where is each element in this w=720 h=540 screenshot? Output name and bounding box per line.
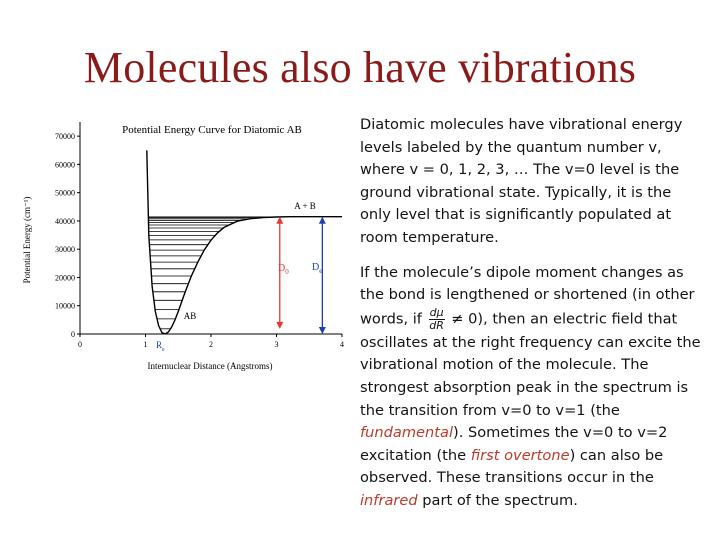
y-tick-label: 40000 [55, 216, 75, 226]
well-label: AB [183, 311, 197, 321]
x-tick-label: 4 [340, 340, 344, 349]
paragraph-vibrational-levels: Diatomic molecules have vibrational energy levels labeled by the quantum number v, where v = 0, 1, 2, 3, … The v=0 level is the ground vibrational state. Typically, it is the only level that is significantly populated at room temperature. [360, 116, 683, 246]
re-label: $R_e$ [156, 340, 165, 353]
y-tick-label: 30000 [55, 245, 75, 255]
term-first-overtone: first overtone [470, 446, 570, 464]
term-fundamental: fundamental [360, 424, 454, 442]
y-tick-label: 70000 [55, 132, 75, 142]
y-tick-label: 0 [71, 330, 75, 339]
potential-curve [147, 150, 342, 334]
d0-arrow-head-top [276, 217, 283, 224]
y-tick-label: 20000 [55, 273, 75, 283]
slide-body-text [360, 114, 705, 513]
paragraph-dipole-transitions: If the molecule’s dipole moment changes as the bond is lengthened or shortened (in other words, if $\frac{d\mu}{dR}$ ≠ 0), then an electric field that oscillates at the right frequency can excite the vibrational motion of the molecule. The strongest absorption peak in the spectrum is the transition from v=0 to v=1 (the fundamental). Sometimes the v=0 to v=2 excitation (the first overtone) can also be observed. These transitions occur in the infrared part of the spectrum. [360, 263, 701, 509]
d0-arrow-head-bottom [276, 322, 283, 329]
de-arrow-head-bottom [319, 327, 326, 334]
y-axis-label: Potential Energy (cm⁻¹) [22, 196, 32, 284]
term-infrared: infrared [360, 491, 418, 509]
potential-energy-chart [20, 112, 360, 380]
y-tick-label: 10000 [55, 301, 75, 311]
x-tick-label: 2 [209, 340, 213, 349]
de-label: $D_e$ [312, 262, 323, 275]
chart-title: Potential Energy Curve for Diatomic AB [122, 124, 302, 136]
y-tick-label: 50000 [55, 188, 75, 198]
slide-title: Molecules also have vibrations [83, 43, 637, 92]
x-tick-label: 3 [274, 340, 279, 349]
x-axis-label: Internuclear Distance (Angstroms) [147, 361, 273, 371]
y-tick-label: 60000 [55, 160, 75, 170]
x-tick-label: 0 [78, 340, 82, 349]
potential-energy-figure [20, 112, 360, 380]
asymptote-label: A + B [294, 201, 316, 211]
d0-label: $D_0$ [278, 263, 289, 276]
de-arrow [319, 217, 326, 334]
dmu-dr-fraction: $\frac{d\mu}{dR}$ [429, 305, 444, 332]
vibrational-levels [148, 217, 279, 329]
de-arrow-head-top [319, 217, 326, 224]
x-tick-label: 1 [143, 340, 148, 349]
